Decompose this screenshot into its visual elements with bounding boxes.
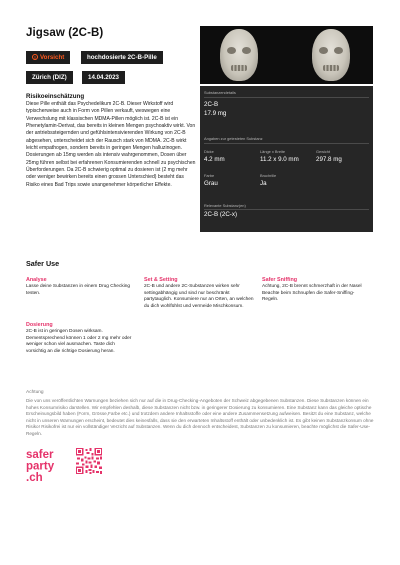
color-value: Grau: [204, 180, 218, 187]
page-title: Jigsaw (2C-B): [26, 27, 104, 39]
thickness-value: 4.2 mm: [204, 156, 225, 163]
dosage-title: Dosierung: [26, 322, 53, 328]
tested-info-label: Angaben zur getesteten Substanz: [204, 136, 263, 141]
pill-type-tag: hochdosierte 2C-B-Pille: [81, 51, 163, 64]
color-label: Farbe: [204, 173, 215, 178]
analysis-title: Analyse: [26, 277, 47, 283]
relevant-substance-value: 2C-B (2C-x): [204, 211, 238, 218]
warning-icon: !: [32, 54, 38, 60]
substance-name: 2C-B: [204, 101, 219, 108]
weight-label: Gewicht: [316, 149, 331, 154]
analysis-text: Lasse deine Substanzen in einem Drug Checking testen.: [26, 284, 131, 296]
safer-use-heading: Safer Use: [26, 259, 60, 268]
qr-code: [76, 448, 102, 474]
logo-line-3: .ch: [26, 472, 43, 483]
note-text: Die von uns veröffentlichten Warnungen beziehen sich nur auf die in Drug-Checking-Angeboten der Schweiz abgegebenen Substanzen. Diese Substanzen können ein hohes Konsumrisiko darstellen. Wir empfehlen deshalb, diese Substanzen nicht bzw. in geringerer Dosierung zu konsumieren. Eine Substanz kann das gleiche optische Erscheinungsbild haben (Form, Grösse,Farbe etc.) und trotzdem andere Inhaltsstoffe oder eine andere Zusammensetzung aufweisen. Besitzt du eine Substanz, welche nicht in unseren Warnungen erscheint, bedeutet dies keinesfalls, dass sie den erwarteten Inhaltsstoff enthält oder unbedenklich ist. Es gibt keinen Substanzkonsum ohne Risiko! Risikofrei ist nur ein vollständiger Verzicht auf Substanzen. Wenn du dich dennoch entscheidest, Substanzen zu konsumieren, beachte möglichst die Safer-Use-Regeln.: [26, 398, 374, 436]
size-value: 11.2 x 9.0 mm: [260, 156, 299, 163]
weight-value: 297.8 mg: [316, 156, 342, 163]
saferparty-logo[interactable]: [26, 447, 70, 483]
risk-heading: Risikoeinschätzung: [26, 93, 85, 100]
warning-tag: [26, 51, 70, 64]
date-tag: 14.04.2023: [82, 71, 125, 84]
warning-label: Vorsicht: [40, 54, 65, 61]
pill-back-image: [312, 29, 350, 81]
dosage-text: 2C-B ist in geringen Dosen wirksam. Dementsprechend können 1 oder 2 mg mehr oder weniger schon viel ausmachen. Taste dich vorsichtig an die richtige Dosierung heran.: [26, 329, 132, 354]
location-tag: Zürich (DIZ): [26, 71, 73, 84]
set-setting-text: 2C-B und andere 2C-Substanzen wirken sehr settingabhängig und sind nur beschränkt partytauglich. Konsumiere nur an Orten, an welchen du dich wohlfühlst und vermeide Mischkonsum.: [144, 284, 254, 309]
score-label: Bruchrille: [260, 173, 277, 178]
note-label: Achtung: [26, 390, 44, 395]
logo-line-2: party: [26, 460, 55, 473]
safer-sniffing-title: Safer Sniffing: [262, 277, 298, 283]
substance-amount: 17.9 mg: [204, 110, 227, 117]
details-section-label: Substanzendetails: [204, 90, 236, 95]
pill-photo: [200, 26, 373, 84]
set-setting-title: Set & Setting: [144, 277, 178, 283]
risk-text: Diese Pille enthält das Psychedelikum 2C-B. Dieser Wirkstoff wird typischerweise auch in Form von Pillen verkauft, weswegen eine Verwechslung mit klassischen MDMA-Pillen möglich ist. 2C-B ist ein Phenetylamin-Derivat, das bereits in kleinen Mengen psychoaktiv wirkt. Von der antriebssteigernden und gefühlsintensivierenden Wirkung von 2C-B abgesehen, unterscheidet sich der Rausch stark von MDMA. 2C-B wirkt leicht empathogen, sondern bereits in geringen Mengen halluzinogen. Dosierungen ab 15mg werden als intensiv wahrgenommen, Dosen über 25mg führen selbst bei erfahrenen Konsumierenden schnell zu psychischen Überforderungen. Da 2C-B schwierig optimal zu dosieren ist (2 mg mehr oder weniger bewirken bereits einen grossen Unterschied) besteht das Risiko eines Bad Trips sowie unangenehmer körperlicher Effekte.: [26, 101, 196, 188]
pill-front-image: [220, 29, 258, 81]
logo-line-1: safer: [26, 449, 54, 461]
substance-details-panel: [200, 86, 373, 232]
thickness-label: Dicke: [204, 149, 214, 154]
relevant-substance-label: Relevante Substanz(en): [204, 203, 246, 208]
size-label: Länge x Breite: [260, 149, 286, 154]
safer-sniffing-text: Achtung, 2C-B brennt schmerzhaft in der Nasel Beachte beim Schnupfen die Safer-Sniffing-Regeln.: [262, 284, 362, 302]
score-value: Ja: [260, 180, 267, 187]
